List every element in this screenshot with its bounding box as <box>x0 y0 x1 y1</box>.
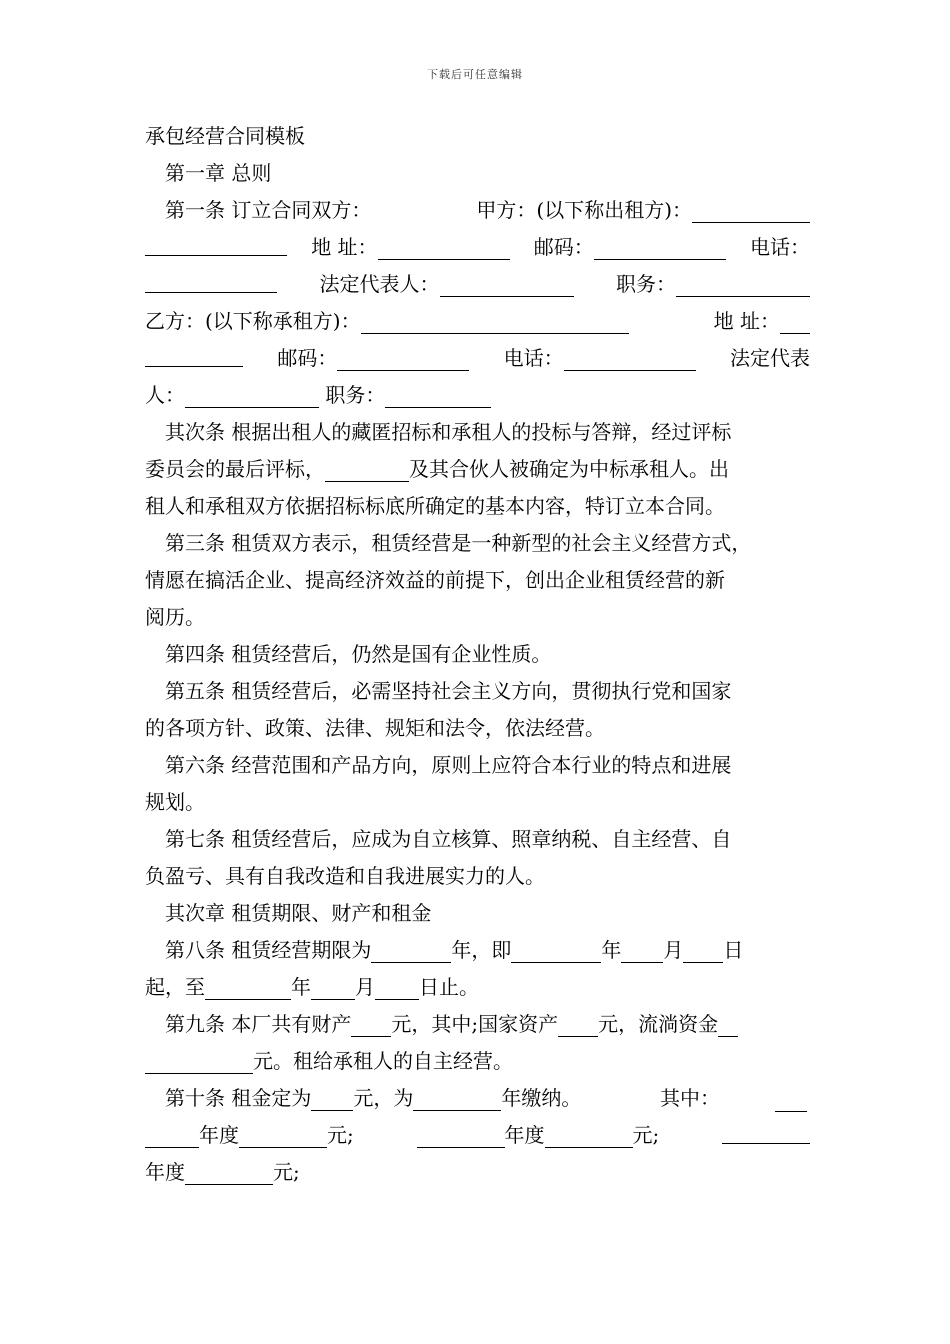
year-3-blank <box>722 1117 810 1144</box>
lease-term-blank <box>371 936 451 963</box>
article-10-line-2 <box>145 1117 810 1154</box>
article-1-line-1 <box>145 192 810 229</box>
party-b-rep-blank <box>185 381 319 408</box>
party-a-address-blank <box>378 233 510 260</box>
party-a-postcode-blank <box>594 233 726 260</box>
article-1-line-6 <box>145 377 810 414</box>
article-10-line-3 <box>145 1154 810 1191</box>
article-5-line-1: 第五条 租赁经营后，必需坚持社会主义方向，贯彻执行党和国家 <box>165 679 732 703</box>
party-b-name-blank <box>361 307 629 334</box>
chapter-1-heading: 第一章 总则 <box>165 161 272 185</box>
article-9-working-capital-label: 元，流淌资金 <box>598 1012 719 1036</box>
end-year-blank <box>205 973 291 1000</box>
article-2-line-3: 租人和承租双方依据招标标底所确定的基本内容，特订立本合同。 <box>145 494 725 518</box>
article-8-year-label: 年，即 <box>451 938 512 962</box>
end-day-blank <box>375 973 419 1000</box>
year-2-yuan-label: 元; <box>632 1123 660 1147</box>
article-4-line-1: 第四条 租赁经营后，仍然是国有企业性质。 <box>165 642 552 666</box>
article-9-tail: 元。租给承租人的自主经营。 <box>253 1049 513 1073</box>
party-b-duty-blank <box>385 381 491 408</box>
article-1-line-4 <box>145 303 810 340</box>
article-8-line-1 <box>145 932 810 969</box>
party-a-postcode-label: 邮码： <box>533 235 594 259</box>
article-8-line-2 <box>145 969 810 1006</box>
party-a-phone-blank <box>145 266 277 293</box>
year-1-yuan-label: 元; <box>327 1123 354 1147</box>
party-b-address-blank <box>780 307 810 334</box>
party-a-rep-blank <box>440 270 574 297</box>
winning-bidder-blank <box>325 455 409 482</box>
working-capital-blank <box>718 1010 738 1037</box>
state-assets-blank <box>558 1010 598 1037</box>
party-a-label: 甲方：(以下称出租方)： <box>476 198 692 222</box>
article-1-line-3 <box>145 266 810 303</box>
article-7-line-2: 负盈亏、具有自我改造和自我进展实力的人。 <box>145 864 545 888</box>
article-2-line-1: 其次条 根据出租人的藏匿招标和承租人的投标与答辩，经过评标 <box>165 420 732 444</box>
article-1-lead: 第一条 订立合同双方： <box>165 198 372 222</box>
party-b-address-label: 地 址： <box>713 309 780 333</box>
party-b-phone-label: 电话： <box>503 346 564 370</box>
party-b-rep-label-cont: 人： <box>145 383 185 407</box>
article-1-line-5 <box>145 340 810 377</box>
party-a-duty-blank <box>676 270 810 297</box>
party-a-rep-label: 法定代表人： <box>319 272 440 296</box>
party-b-label: 乙方：(以下称承租方)： <box>145 309 361 333</box>
article-9-state-assets-label: 元，其中;国家资产 <box>391 1012 559 1036</box>
article-6-line-2: 规划。 <box>145 790 205 814</box>
start-month-blank <box>621 936 663 963</box>
party-b-postcode-label: 邮码： <box>277 346 338 370</box>
year-1-rent-blank <box>239 1121 327 1148</box>
party-a-name-blank-cont <box>145 229 287 256</box>
article-8-day-label: 日 <box>723 938 744 962</box>
article-8-month-label: 月 <box>663 938 684 962</box>
total-assets-blank <box>351 1010 391 1037</box>
year-3-yuan-label: 元; <box>273 1160 300 1184</box>
party-b-rep-label: 法定代表 <box>729 346 810 370</box>
article-8-month2-label: 月 <box>355 975 375 999</box>
chapter-2-heading: 其次章 租赁期限、财产和租金 <box>165 901 432 925</box>
article-7-line-1: 第七条 租赁经营后，应成为自立核算、照章纳税、自主经营、自 <box>165 827 732 851</box>
article-1-line-2 <box>145 229 810 266</box>
article-3-line-1: 第三条 租赁双方表示，租赁经营是一种新型的社会主义经营方式， <box>165 531 752 555</box>
article-2-line-2 <box>145 451 810 488</box>
article-9-line-1 <box>145 1006 810 1043</box>
working-capital-blank-cont <box>145 1047 253 1074</box>
doc-title: 承包经营合同模板 <box>145 124 305 148</box>
article-8-from-label: 起，至 <box>145 975 205 999</box>
article-10-line-1 <box>145 1080 810 1117</box>
year-1-label: 年度 <box>199 1123 239 1147</box>
article-8-year3-label: 年 <box>291 975 311 999</box>
article-10-among-label: 其中： <box>660 1086 720 1110</box>
year-1-blank-cont <box>145 1121 199 1148</box>
year-3-label: 年度 <box>145 1160 185 1184</box>
article-10-lead: 第十条 租金定为 <box>165 1086 312 1110</box>
year-1-blank <box>775 1085 807 1112</box>
party-a-duty-label: 职务： <box>616 272 676 296</box>
article-9-lead: 第九条 本厂共有财产 <box>165 1012 352 1036</box>
party-a-phone-label: 电话： <box>749 235 810 259</box>
article-2-text-b: 及其合伙人被确定为中标承租人。出 <box>409 457 729 481</box>
article-10-for-label: 元，为 <box>353 1086 414 1110</box>
year-2-rent-blank <box>545 1121 633 1148</box>
party-b-postcode-blank <box>337 344 469 371</box>
party-b-phone-blank <box>564 344 696 371</box>
article-2-text-a: 委员会的最后评标， <box>145 457 325 481</box>
article-8-end-label: 日止。 <box>419 975 479 999</box>
party-b-duty-label: 职务： <box>325 383 386 407</box>
article-10-payment-label: 年缴纳。 <box>501 1086 582 1110</box>
year-2-label: 年度 <box>504 1123 545 1147</box>
party-b-address-blank-cont <box>145 340 243 367</box>
start-day-blank <box>683 936 723 963</box>
start-year-blank <box>511 936 601 963</box>
contract-body <box>145 118 810 1191</box>
page-header: 下载后可任意编辑 <box>427 68 523 81</box>
article-3-line-2: 情愿在搞活企业、提高经济效益的前提下，创出企业租赁经营的新 <box>145 568 725 592</box>
article-6-line-1: 第六条 经营范围和产品方向，原则上应符合本行业的特点和进展 <box>165 753 732 777</box>
rent-amount-blank <box>311 1084 353 1111</box>
article-3-line-3: 阅历。 <box>145 605 205 629</box>
party-a-name-blank <box>692 196 810 223</box>
end-month-blank <box>311 973 355 1000</box>
party-a-address-label: 地 址： <box>311 235 378 259</box>
article-8-year2-label: 年 <box>601 938 622 962</box>
article-5-line-2: 的各项方针、政策、法律、规矩和法令，依法经营。 <box>145 716 605 740</box>
year-3-rent-blank <box>185 1158 273 1185</box>
article-8-lead: 第八条 租赁经营期限为 <box>165 938 372 962</box>
payment-period-blank <box>413 1084 501 1111</box>
article-9-line-2 <box>145 1043 810 1080</box>
year-2-blank <box>417 1121 505 1148</box>
